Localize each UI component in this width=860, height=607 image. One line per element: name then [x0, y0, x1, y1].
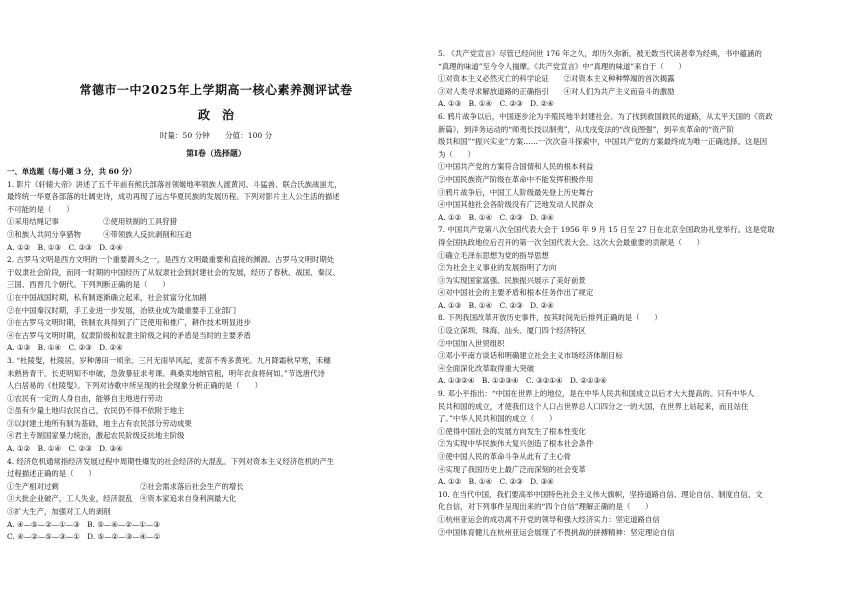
text-line: ③鸦片战争后，中国工人阶级最先登上历史舞台: [438, 187, 594, 197]
text-line: A. ①③②④ B. ①②③④ C. ③②①④ D. ②①③④: [438, 376, 607, 386]
text-line: 3. “杜陵叟，杜陵居，岁种薄田一顷余。三月无雨旱风起，麦苗不秀多黄死。九月降霜秋早寒，禾穗: [7, 355, 331, 365]
text-line: A. ①② B. ①④ C. ②③ D. ③④: [438, 477, 554, 487]
text-line: 5. 《共产党宣言》尽管已经问世 176 年之久，却历久弥新，被无数当代读者奉为经典，书中蕴涵的: [438, 49, 762, 58]
text-line: ①生产相对过剩 ②社会需求落后社会生产的增长: [7, 481, 244, 491]
exam-title: 常德市一中2025年上学期高一核心素养测评试卷: [79, 83, 353, 97]
text-line: ②为实现中华民族伟大复兴创造了根本社会条件: [438, 439, 594, 449]
text-line: 了。”中华人民共和国的成立（ ）: [438, 414, 557, 424]
text-line: A. ④—⑤—②—①—③ B. ⑤—④—②—①—③: [7, 519, 160, 529]
text-line: ③为实现国家富强、民族振兴展示了美好前景: [438, 275, 586, 285]
section-heading: 一、单选题（每小题 3 分，共 60 分）: [7, 167, 137, 176]
text-line: A. ①② B. ①④ C. ②③ D. ③④: [7, 444, 123, 454]
text-line: ①杭州亚运会的成功离不开党的领导和强大经济实力：坚定道路自信: [438, 514, 660, 524]
text-line: ④在古罗马文明时期，奴隶阶级和奴隶主阶级之间的矛盾是当时的主要矛盾: [7, 330, 251, 340]
text-line: 三国、西晋几个朝代。下列判断正确的是（ ）: [7, 280, 170, 290]
text-line: 不可能的是（ ）: [7, 204, 74, 214]
exam-meta: 时量：50 分钟 分值：100 分: [159, 131, 273, 140]
right-question-lines: [438, 48, 856, 539]
text-line: 9. 邓小平指出：“中国在世界上的地位，是在中华人民共和国成立以后才大大提高的。只有中华人: [438, 389, 755, 399]
text-line: ④君主专制国家暴力统治，激起农民阶级反抗地主阶级: [7, 431, 185, 441]
text-line: ③以封建土地所有制为基础，地主占有农民部分劳动成果: [7, 418, 192, 428]
text-line: ②在中国秦汉时期，手工业进一步发展，冶铁业成为最重要手工业部门: [7, 305, 237, 315]
text-line: ②中国加入世贸组织: [438, 338, 505, 348]
text-line: A. ①② B. ①③ C. ②③ D. ②④: [7, 242, 123, 252]
text-line: ④对中国社会的主要矛盾和根本任务作出了规定: [438, 288, 594, 298]
text-line: “真理的味道”至今令人揣摩。《共产党宣言》中“真理的味道”来自于（ ）: [438, 61, 686, 71]
text-line: 民共和国的成立，才使我们这个人口占世界总人口四分之一的大国，在世界上站起来，而且站住: [438, 401, 749, 411]
text-line: A. ①③ B. ①④ C. ②③ D. ②④: [7, 343, 123, 353]
text-line: A. ①③ B. ①④ C. ②③ D. ②④: [438, 99, 554, 109]
text-line: 10. 在当代中国，我们要高举中国特色社会主义伟大旗帜，坚持道路自信、理论自信、制度自信、文: [438, 489, 763, 499]
text-line: ③对人类寻求解放道路的正确指引 ④对人们为共产主义而奋斗的激励: [438, 86, 675, 96]
text-line: ①采用结绳记事 ②使用铁制的工具狩猎: [7, 217, 177, 227]
text-line: ②为社会主义事业的发展指明了方向: [438, 263, 557, 273]
subject-title: 政 治: [197, 108, 234, 122]
text-line: ②中国民族资产阶级在革命中不能发挥积极作用: [438, 174, 594, 184]
text-line: 4. 经济危机通常指经济发展过程中周期性爆发的社会经济的大混乱。下列对资本主义经济危机的产生: [7, 456, 335, 466]
text-line: 于奴隶社会阶段，而同一时期的中国经历了从奴隶社会到封建社会的发展，经历了春秋、战国、秦汉、: [7, 267, 340, 277]
text-line: ①使得中国社会的发展方向发生了根本性变化: [438, 426, 586, 436]
text-line: ⑤扩大生产，加强对工人的剥削: [7, 507, 111, 517]
text-line: 级共和国”“振兴实业”方案……一次次奋斗探索中，中国共产党的方案最终成为唯一正确选择。这是因: [438, 137, 768, 147]
text-line: ①确立毛泽东思想为党的指导思想: [438, 250, 549, 260]
text-line: 为（ ）: [438, 149, 475, 159]
text-line: A. ①② B. ①④ C. ②③ D. ③④: [438, 212, 554, 222]
text-line: ①农民有一定的人身自由，能够自主地进行劳动: [7, 393, 163, 403]
text-line: 1. 影片《轩辕大帝》讲述了五千年前有熊氏部落首领姬地率领族人渡黄河、斗猛兽、联合氏族战蚩尤，: [7, 179, 342, 189]
text-line: 2. 古罗马文明是西方文明的一个重要源头之一，是西方文明最重要和直接的渊源。古罗马文明时期处: [7, 255, 335, 265]
text-line: ①对资本主义必然灭亡的科学论证 ②对资本主义种种弊端的首次揭露: [438, 74, 675, 84]
volume-heading: 第Ⅰ卷（选择题）: [186, 148, 246, 158]
text-line: ①设立深圳、珠海、汕头、厦门四个经济特区: [438, 326, 586, 336]
text-line: ③和族人共同分享猎物 ④带领族人反抗剥削和压迫: [7, 229, 192, 239]
text-line: ①在中国战国时期，私有制逐渐确立起来，社会贫富分化加剧: [7, 292, 207, 302]
left-question-lines: [7, 179, 425, 544]
text-line: ①中国共产党的方案符合国情和人民的根本利益: [438, 162, 594, 172]
text-line: C. ④—②—⑤—③—① D. ⑤—②—③—④—①: [7, 532, 161, 542]
text-line: ④中国其他社会各阶级没有广泛地发动人民群众: [438, 200, 594, 210]
text-line: 6. 鸦片战争以后，中国逐步沦为半殖民地半封建社会。为了找到救国救民的道路，从太平天国的《资政: [438, 111, 773, 121]
text-line: 未熟皆青干。长吏明知不申破，急敛暴征求考课。典桑卖地纳官租，明年衣食将何如。”节选唐代诗: [7, 368, 325, 378]
text-line: A. ①③ B. ①④ C. ②③ D. ②④: [438, 300, 554, 310]
left-questions: [7, 166, 425, 544]
text-line: ③使中国人民的革命斗争从此有了主心骨: [438, 452, 572, 461]
text-line: 新篇》，到洋务运动的“师夷长技以制夷”，从戊戌变法的“改良图强”，到辛亥革命的“资产阶: [438, 124, 735, 134]
text-line: ③大批企业破产，工人失业，经济混乱 ④资本家追求自身利润最大化: [7, 494, 237, 504]
text-line: 7. 中国共产党第八次全国代表大会于 1956 年 9 月 15 日至 27 日在北京全国政协礼堂举行。这是党取: [438, 225, 775, 235]
text-line: 过程描述正确的是（ ）: [7, 469, 96, 479]
text-line: ④实现了我国历史上最广泛而深刻的社会变革: [438, 464, 586, 474]
text-line: ③邓小平南方谈话和明确建立社会主义市场经济体制目标: [438, 351, 623, 361]
text-line: ③在古罗马文明时期，铁制农具得到了广泛使用和推广，耕作技术明显进步: [7, 318, 251, 328]
text-line: 化自信，对下列事件呈现出来的“四个自信”理解正确的是（ ）: [438, 502, 653, 512]
text-line: 人白居易的《杜陵叟》。下列对诗歌中所呈现的社会现象分析正确的是（ ）: [7, 381, 262, 391]
text-line: ②中国体育健儿在杭州亚运会展现了不畏挑战的拼搏精神：坚定理论自信: [438, 527, 675, 537]
text-line: 得全国执政地位后召开的第一次全国代表大会。这次大会最重要的贡献是（ ）: [438, 237, 705, 247]
text-line: 8. 下列我国改革开放历史事件，按其时间先后排列正确的是（ ）: [438, 313, 662, 323]
text-line: ④全面深化改革取得重大突破: [438, 363, 535, 373]
text-line: ②虽有少量土地归农民自己，农民仍不得不依附于地主: [7, 406, 185, 416]
text-line: 最终统一华夏各部落的壮阔史诗，成功再现了远古华夏民族的发展历程。下列对影片主人公生活的描述: [7, 192, 340, 202]
